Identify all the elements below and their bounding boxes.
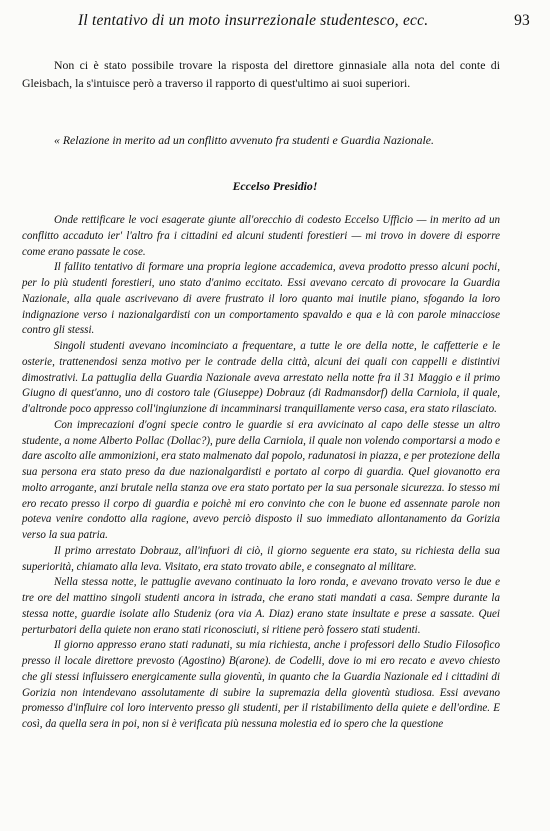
letter-paragraph: Singoli studenti avevano incominciato a frequentare, a tutte le ore della notte, le caffetterie e le osterie, trattenendosi senza motivo per le contrade della città, alcuni dei quali con cappelli e distintivi dimostrativi. La pattuglia della Guardia Nazionale aveva arrestato nella notte fra il 31 Maggio e il primo Giugno di quest'anno, uno di costoro tale (Giuseppe) Dobrauz (di Radmansdorf) della Carniola, il quale, d'altronde poco appresso coll'ingiunzione di incamminarsi tranquillamente verso casa, era stato rilasciato. [22,340,500,415]
page-number: 93 [514,12,530,29]
letter-paragraph: Con imprecazioni d'ogni specie contro le guardie si era avvicinato al capo delle stesse un altro studente, a nome Alberto Pollac (Dollac?), pure della Carniola, il quale non volendo comportarsi a modo e dare ascolto alle ammonizioni, era stato malmenato dal popolo, radunatosi in piazza, e per protezione della sua persona era stato preso da due nazionalgardisti e portato al corpo di guardia. Quel giovanotto era molto arrogante, anzi brutale nella stanza ove era stato portato per la sua personale sicurezza. Io stesso mi ero recato presso il corpo di guardia e poichè mi ero convinto che con le buone ed assennate parole non poteva venire condotto alla ragione, avevo perciò disposto il suo immediato allontanamento da Gorizia verso la sua patria. [22,418,500,541]
letter-paragraph: Onde rettificare le voci esagerate giunte all'orecchio di codesto Eccelso Ufficio — in merito ad un conflitto accaduto ier' l'altro fra i cittadini ed alcuni studenti forestieri — mi trovo in dovere di esporre come erano passate le cose. [22,214,500,258]
letter-body [22,213,500,733]
running-title: Il tentativo di un moto insurrezionale studentesco, ecc. [78,12,429,29]
letter-paragraph: Il fallito tentativo di formare una propria legione accademica, aveva prodotto presso alcuni pochi, per lo più studenti forestieri, uno stato d'animo eccitato. Essi avevano cercato di provocare la Guardia Nazionale, alla quale ascrivevano di avere frustrato il loro quanto mai inutile piano, sfogando la loro indignazione verso i nazionalgardisti con un comportamento spavaldo e qua e là con parole minacciose contro gli stessi. [22,261,500,337]
section-title: « Relazione in merito ad un conflitto avvenuto fra studenti e Guardia Nazionale. [54,133,434,147]
letter-paragraph: Il primo arrestato Dobrauz, all'infuori di ciò, il giorno seguente era stato, su richiesta della sua superiorità, chiamato alla leva. Visitato, era stato trovato abile, e consegnato al militare. [22,544,500,573]
salutation: Eccelso Presidio! [232,179,318,193]
running-header [78,12,530,30]
letter-paragraph: Nella stessa notte, le pattuglie avevano continuato la loro ronda, e avevano trovato verso le due e tre ore del mattino singoli studenti ancora in istrada, che erano stati mandati a casa. Sempre durante la stessa notte, guardie isolate allo Studeniz (ora via A. Diaz) erano state insultate e prese a sassate. Quei perturbatori della quiete non erano stati riconosciuti, si ritiene però fossero stati studenti. [22,576,500,636]
intro-paragraph: Non ci è stato possibile trovare la risposta del direttore ginnasiale alla nota del conte di Gleisbach, la s'intuisce però a traverso il rapporto di quest'ultimo ai suoi superiori. [22,58,500,90]
letter-paragraph: Il giorno appresso erano stati radunati, su mia richiesta, anche i professori dello Studio Filosofico presso il locale direttore prevosto (Agostino) B(arone). de Codelli, dove io mi ero recato e avevo chiesto che gli stessi influissero energicamente sulla gioventù, in quanto che la Guardia Nazionale ed i cittadini di Gorizia non intendevano assolutamente di subire la supremazia della gioventù studiosa. Essi avevano promesso d'influire col loro intervento presso gli studenti, per il ristabilimento della quiete e dell'ordine. E così, da quella sera in poi, non si è verificata più nessuna molestia ed io spero che la questione [22,639,500,730]
